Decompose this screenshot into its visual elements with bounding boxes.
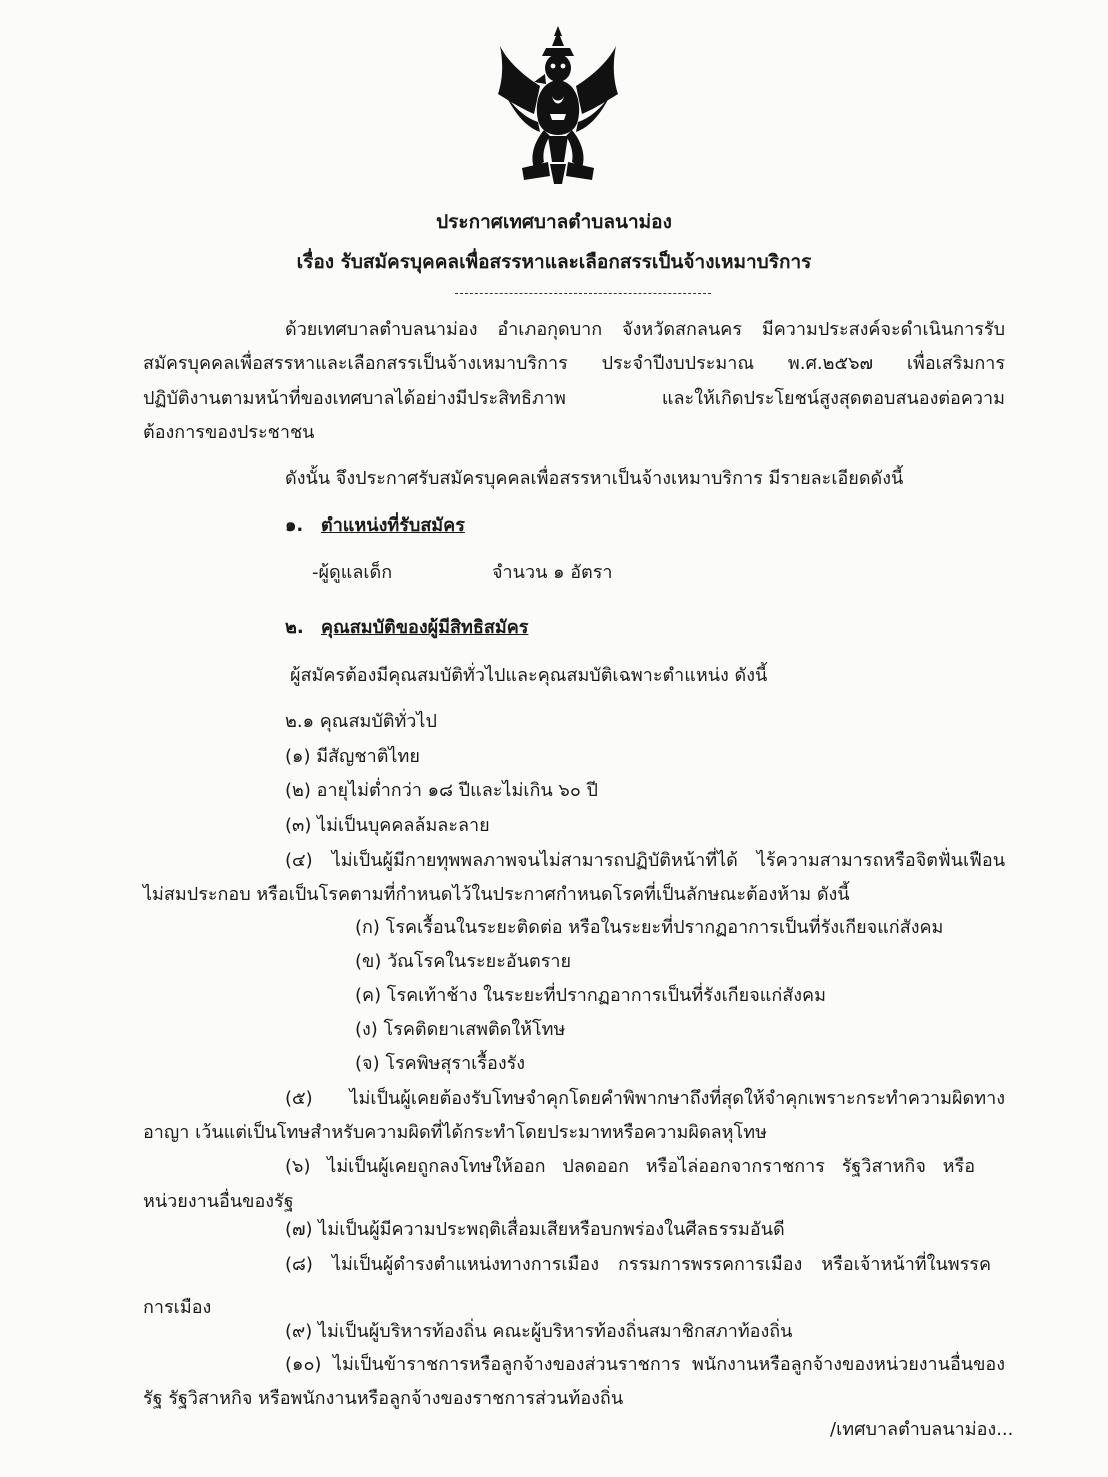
qualification-item-2: (๒) อายุไม่ต่ำกว่า ๑๘ ปีและไม่เกิน ๖๐ ปี xyxy=(285,780,598,801)
section-2-lead: ผู้สมัครต้องมีคุณสมบัติทั่วไปและคุณสมบัติเฉพาะตำแหน่ง ดังนี้ xyxy=(290,665,768,686)
section-2-title: คุณสมบัติของผู้มีสิทธิสมัคร xyxy=(321,617,529,638)
qualification-item-1: (๑) มีสัญชาติไทย xyxy=(285,746,420,767)
section-2-number: ๒. xyxy=(285,617,304,638)
intro-line-4: ต้องการของประชาชน xyxy=(143,422,315,443)
qualification-item-4-cont: ไม่สมประกอบ หรือเป็นโรคตามที่กำหนดไว้ในประกาศกำหนดโรคที่เป็นลักษณะต้องห้าม ดังนี้ xyxy=(143,884,850,905)
continuation-note: /เทศบาลตำบลนาม่อง... xyxy=(830,1419,1014,1440)
qualification-item-5-cont: อาญา เว้นแต่เป็นโทษสำหรับความผิดที่ได้กระทำโดยประมาทหรือความผิดลหุโทษ xyxy=(143,1122,767,1143)
qualification-item-6-cont: หน่วยงานอื่นของรัฐ xyxy=(143,1191,294,1212)
announcement-subject: เรื่อง รับสมัครบุคคลเพื่อสรรหาและเลือกสรรเป็นจ้างเหมาบริการ xyxy=(296,251,812,273)
intro-line-2: สมัครบุคคลเพื่อสรรหาและเลือกสรรเป็นจ้างเหมาบริการ ประจำปีงบประมาณ พ.ศ.๒๕๖๗ เพื่อเสริมการ xyxy=(143,353,1005,374)
qualification-item-6: (๖) ไม่เป็นผู้เคยถูกลงโทษให้ออก ปลดออก หรือไล่ออกจากราชการ รัฐวิสาหกิจ หรือ xyxy=(285,1156,975,1177)
qualification-item-8-cont: การเมือง xyxy=(143,1297,212,1318)
qualification-item-8: (๘) ไม่เป็นผู้ดำรงตำแหน่งทางการเมือง กรรมการพรรคการเมือง หรือเจ้าหน้าที่ในพรรค xyxy=(285,1254,991,1275)
qualification-item-9: (๙) ไม่เป็นผู้บริหารท้องถิ่น คณะผู้บริหารท้องถิ่นสมาชิกสภาท้องถิ่น xyxy=(285,1321,793,1342)
disease-d: (ง) โรคติดยาเสพติดให้โทษ xyxy=(355,1019,566,1040)
section-1-number: ๑. xyxy=(285,515,304,536)
position-quota: จำนวน ๑ อัตรา xyxy=(492,562,613,583)
qualification-item-10-cont: รัฐ รัฐวิสาหกิจ หรือพนักงานหรือลูกจ้างของราชการส่วนท้องถิ่น xyxy=(143,1388,624,1409)
qualification-item-5: (๕) ไม่เป็นผู้เคยต้องรับโทษจำคุกโดยคำพิพากษาถึงที่สุดให้จำคุกเพราะกระทำความผิดทาง xyxy=(285,1088,1005,1109)
disease-e: (จ) โรคพิษสุราเรื้องรัง xyxy=(355,1053,526,1074)
position-name: -ผู้ดูแลเด็ก xyxy=(312,562,393,583)
qualification-item-4: (๔) ไม่เป็นผู้มีกายทุพพลภาพจนไม่สามารถปฏิบัติหน้าที่ได้ ไร้ความสามารถหรือจิตฟั่นเฟือน xyxy=(285,850,1005,871)
garuda-emblem xyxy=(494,22,622,190)
intro-line-1: ด้วยเทศบาลตำบลนาม่อง อำเภอกุดบาก จังหวัดสกลนคร มีความประสงค์จะดำเนินการรับ xyxy=(285,319,1005,340)
intro-line-3: ปฏิบัติงานตามหน้าที่ของเทศบาลได้อย่างมีประสิทธิภาพ และให้เกิดประโยชน์สูงสุดตอบสนองต่อความ xyxy=(143,388,1005,409)
general-qualifications-heading: ๒.๑ คุณสมบัติทั่วไป xyxy=(285,711,437,732)
qualification-item-10: (๑๐) ไม่เป็นข้าราชการหรือลูกจ้างของส่วนราชการ พนักงานหรือลูกจ้างของหน่วยงานอื่นของ xyxy=(285,1354,1005,1375)
disease-a: (ก) โรคเรื้อนในระยะติดต่อ หรือในระยะที่ปรากฏอาการเป็นที่รังเกียจแก่สังคม xyxy=(355,917,944,938)
announcement-org: ประกาศเทศบาลตำบลนาม่อง xyxy=(436,211,672,233)
qualification-item-7: (๗) ไม่เป็นผู้มีความประพฤติเสื่อมเสียหรือบกพร่องในศีลธรรมอันดี xyxy=(285,1219,785,1240)
announce-line: ดังนั้น จึงประกาศรับสมัครบุคคลเพื่อสรรหาเป็นจ้างเหมาบริการ มีรายละเอียดดังนี้ xyxy=(285,468,904,489)
qualification-item-3: (๓) ไม่เป็นบุคคลล้มละลาย xyxy=(285,815,490,836)
title-divider xyxy=(455,293,711,294)
section-1-title: ตำแหน่งที่รับสมัคร xyxy=(321,515,465,536)
disease-b: (ข) วัณโรคในระยะอันตราย xyxy=(355,951,572,972)
disease-c: (ค) โรคเท้าช้าง ในระยะที่ปรากฏอาการเป็นที่รังเกียจแก่สังคม xyxy=(355,985,826,1006)
